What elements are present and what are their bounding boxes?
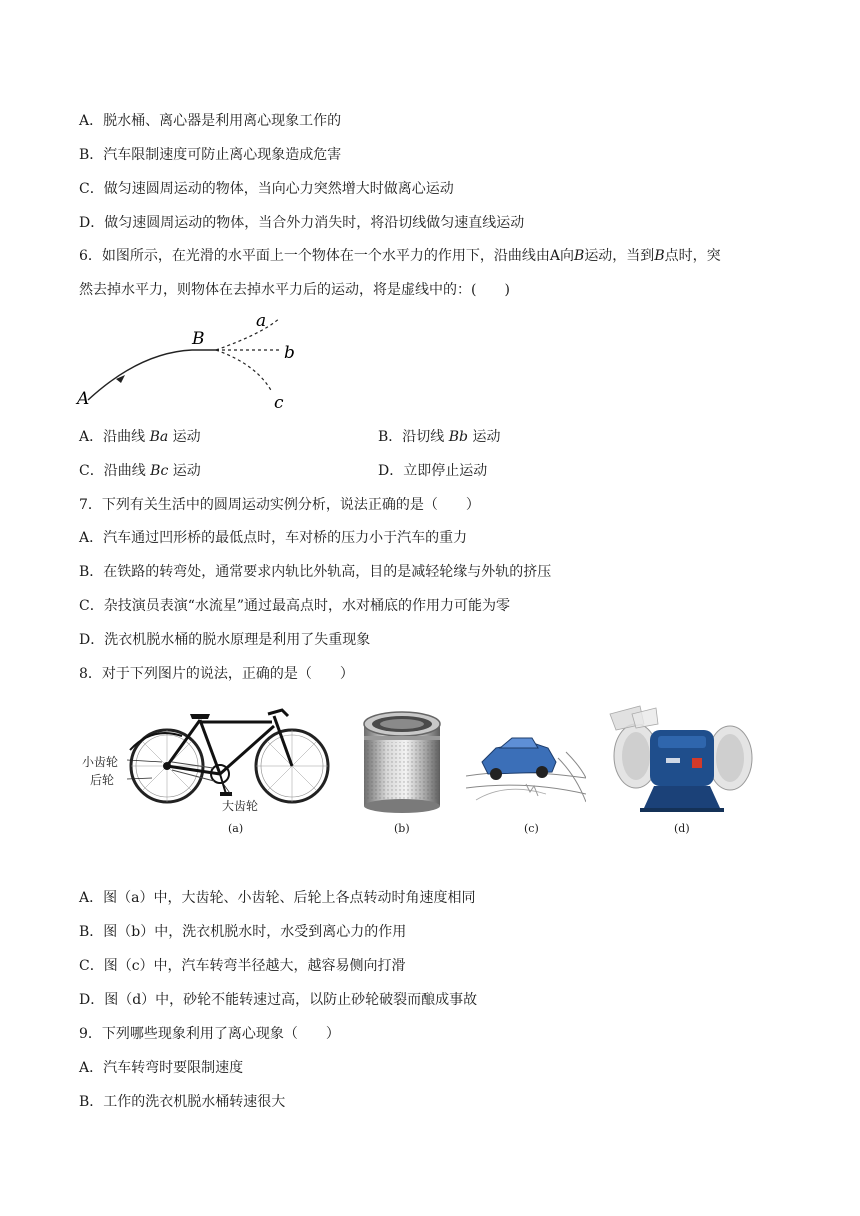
q9-option-b: B．工作的洗衣机脱水桶转速很大	[79, 1094, 286, 1110]
q8-option-c: C．图（c）中，汽车转弯半径越大，越容易侧向打滑	[79, 958, 406, 974]
q8-option-b: B．图（b）中，洗衣机脱水时，水受到离心力的作用	[79, 924, 407, 940]
q7-option-d: D．洗衣机脱水桶的脱水原理是利用了失重现象	[79, 632, 371, 648]
q8-option-a: A．图（a）中，大齿轮、小齿轮、后轮上各点转动时角速度相同	[79, 890, 476, 906]
q8-caption-c: (c)	[524, 822, 539, 835]
bike-label-rear-wheel: 后轮	[90, 773, 115, 787]
q6-label-c: c	[274, 393, 284, 413]
q8-caption-d: (d)	[674, 822, 690, 835]
q6-stem-line2: 然去掉水平力，则物体在去掉水平力后的运动，将是虚线中的：( )	[79, 282, 510, 298]
q5-option-d: D．做匀速圆周运动的物体，当合外力消失时，将沿切线做匀速直线运动	[79, 215, 525, 231]
q9-option-a: A．汽车转弯时要限制速度	[79, 1060, 244, 1076]
q8-figure-c-skidding-car	[466, 718, 586, 808]
q6-option-b: B．沿切线 Bb 运动	[378, 429, 501, 445]
q8-figure-b-washer-drum	[358, 708, 446, 814]
q9-stem: 9．下列哪些现象利用了离心现象（ ）	[79, 1026, 340, 1042]
q7-option-c: C．杂技演员表演“水流星”通过最高点时，水对桶底的作用力可能为零	[79, 598, 511, 614]
q7-option-a: A．汽车通过凹形桥的最低点时，车对桥的压力小于汽车的重力	[79, 530, 468, 546]
q6-stem-line1: 6．如图所示，在光滑的水平面上一个物体在一个水平力的作用下，沿曲线由A向B运动，当到B点时，突	[79, 248, 721, 264]
q8-stem: 8．对于下列图片的说法，正确的是（ ）	[79, 666, 354, 682]
q6-option-a: A．沿曲线 Ba 运动	[79, 429, 201, 445]
q8-option-d: D．图（d）中，砂轮不能转速过高，以防止砂轮破裂而酿成事故	[79, 992, 478, 1008]
q6-label-A: A	[77, 389, 90, 409]
q6-option-c: C．沿曲线 Bc 运动	[79, 463, 201, 479]
bike-label-small-gear: 小齿轮	[82, 755, 119, 769]
q6-trajectory-figure	[74, 308, 314, 420]
q8-caption-a: (a)	[228, 822, 244, 835]
q7-stem: 7．下列有关生活中的圆周运动实例分析，说法正确的是（ ）	[79, 497, 480, 513]
q7-option-b: B．在铁路的转弯处，通常要求内轨比外轨高，目的是减轻轮缘与外轨的挤压	[79, 564, 552, 580]
q5-option-a: A．脱水桶、离心器是利用离心现象工作的	[79, 113, 342, 129]
q6-label-a: a	[256, 311, 267, 331]
q6-label-B: B	[192, 329, 205, 349]
q8-caption-b: (b)	[394, 822, 410, 835]
q6-option-d: D．立即停止运动	[378, 463, 488, 479]
bike-label-big-gear: 大齿轮	[222, 799, 259, 813]
q6-label-b: b	[284, 343, 295, 363]
q8-figure-a-bicycle	[82, 702, 332, 818]
q8-figure-d-grinder	[606, 704, 756, 816]
q5-option-c: C．做匀速圆周运动的物体，当向心力突然增大时做离心运动	[79, 181, 454, 197]
q5-option-b: B．汽车限制速度可防止离心现象造成危害	[79, 147, 342, 163]
